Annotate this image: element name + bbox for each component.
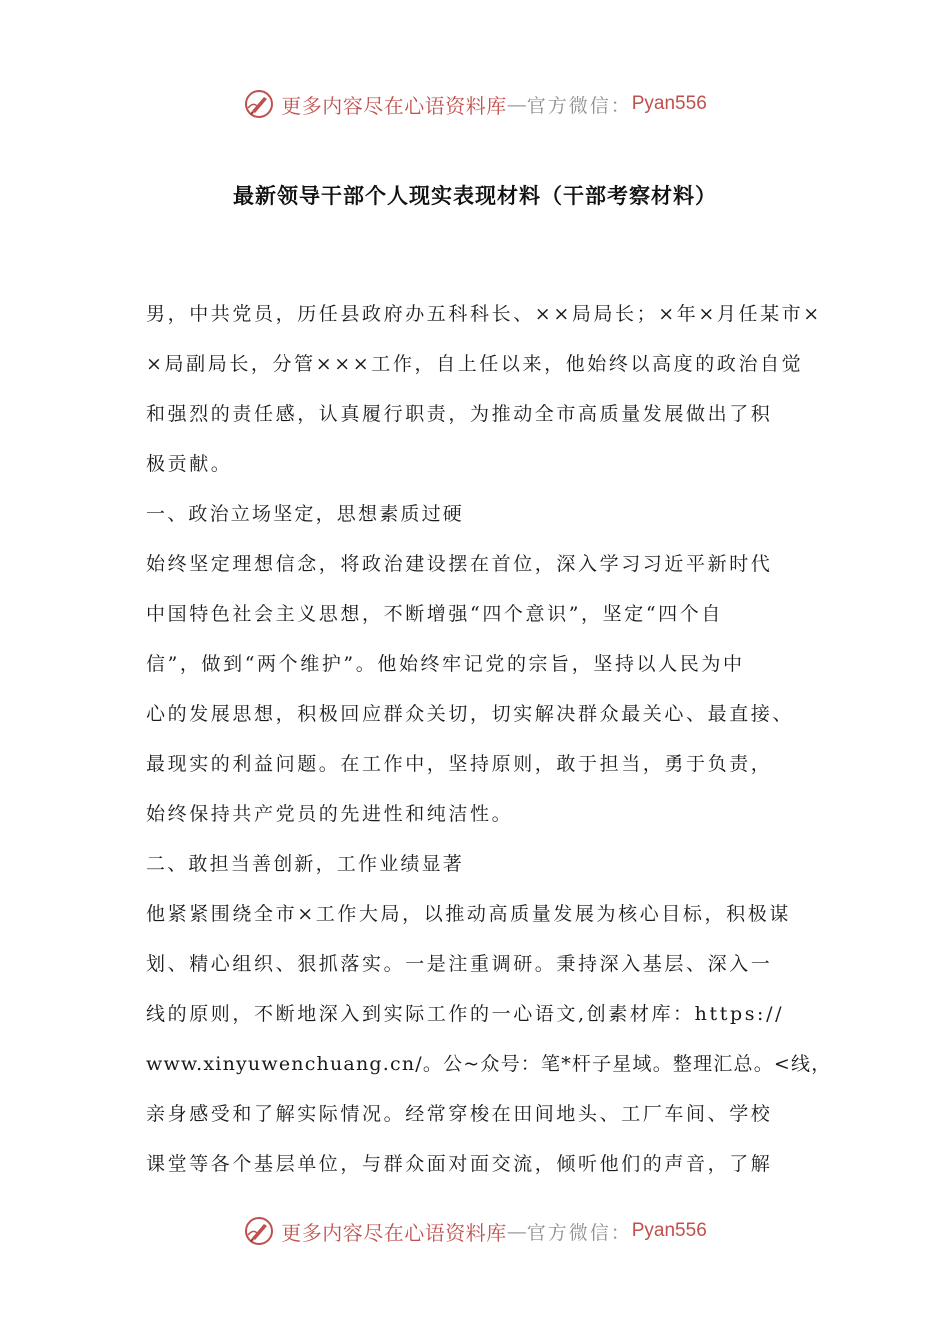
section-heading: 一、政治立场坚定，思想素质过硬 bbox=[146, 503, 465, 525]
section-heading: 二、敢担当善创新，工作业绩显著 bbox=[146, 853, 465, 875]
watermark-brand-text: 更多内容尽在心语资料库 bbox=[281, 93, 507, 118]
body-line: 和强烈的责任感，认真履行职责，为推动全市高质量发展做出了积 bbox=[146, 403, 773, 425]
body-line: 中国特色社会主义思想，不断增强“四个意识”，坚定“四个自 bbox=[146, 603, 723, 625]
watermark-contact-label: 官方微信： bbox=[526, 1221, 632, 1244]
body-line: 他紧紧围绕全市×工作大局，以推动高质量发展为核心目标，积极谋 bbox=[146, 903, 791, 925]
body-line: 始终坚定理想信念，将政治建设摆在首位，深入学习习近平新时代 bbox=[146, 553, 773, 575]
body-line: 线的原则，不断地深入到实际工作的一心语文,创素材库：https:// bbox=[146, 1003, 785, 1025]
body-line: 男，中共党员，历任县政府办五科科长、××局局长；×年×月任某市× bbox=[146, 303, 822, 325]
header-watermark bbox=[0, 84, 950, 124]
watermark-brand-text: 更多内容尽在心语资料库 bbox=[281, 1220, 507, 1245]
document-title: 最新领导干部个人现实表现材料（干部考察材料） bbox=[233, 184, 717, 208]
quill-pen-logo-icon bbox=[243, 1215, 275, 1247]
body-line: 始终保持共产党员的先进性和纯洁性。 bbox=[146, 803, 514, 825]
body-line: 最现实的利益问题。在工作中，坚持原则，敢于担当，勇于负责， bbox=[146, 753, 773, 775]
body-line: 信”，做到“两个维护”。他始终牢记党的宗旨，坚持以人民为中 bbox=[146, 653, 745, 675]
watermark-separator: — bbox=[506, 1219, 527, 1243]
watermark-separator: — bbox=[506, 92, 527, 116]
watermark-contact-id: Pyan556 bbox=[631, 1220, 707, 1241]
watermark-contact-label: 官方微信： bbox=[526, 94, 632, 117]
body-line: 亲身感受和了解实际情况。经常穿梭在田间地头、工厂车间、学校 bbox=[146, 1103, 773, 1125]
watermark-contact-id: Pyan556 bbox=[631, 93, 707, 114]
document-body bbox=[146, 289, 832, 1189]
body-line: ×局副局长，分管×××工作，自上任以来，他始终以高度的政治自觉 bbox=[146, 353, 804, 375]
body-line: www.xinyuwenchuang.cn/。公~众号：笔*杆子星域。整理汇总。<线， bbox=[146, 1053, 832, 1075]
body-line: 极贡献。 bbox=[146, 453, 233, 475]
body-line: 划、精心组织、狠抓落实。一是注重调研。秉持深入基层、深入一 bbox=[146, 953, 773, 975]
quill-pen-logo-icon bbox=[243, 88, 275, 120]
footer-watermark bbox=[0, 1211, 950, 1251]
body-line: 课堂等各个基层单位，与群众面对面交流，倾听他们的声音，了解 bbox=[146, 1153, 773, 1175]
body-line: 心的发展思想，积极回应群众关切，切实解决群众最关心、最直接、 bbox=[146, 703, 795, 725]
